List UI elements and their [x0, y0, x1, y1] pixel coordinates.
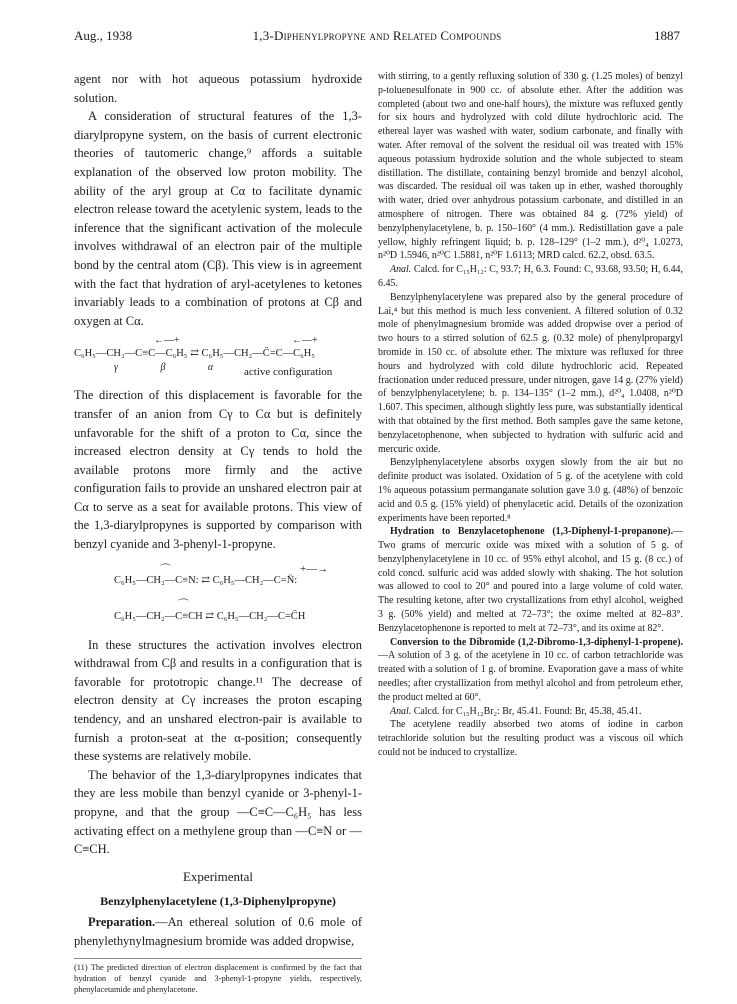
- paragraph-lead: Anal.: [390, 705, 412, 717]
- footnote: (11) The predicted direction of electron displacement is confirmed by the fact that hydration of benzyl cyanide and 3-phenyl-1-propyne yields, respectively, phenylacetamide and phenylacetone.: [74, 958, 362, 995]
- paragraph: agent nor with hot aqueous potassium hydroxide solution.: [74, 72, 362, 105]
- header-title: 1,3-Diphenylpropyne and Related Compounds: [252, 28, 502, 43]
- equation-position-labels: γ β α: [114, 362, 234, 374]
- paragraph: Benzylphenylacetylene was prepared also by the general procedure of Lai,⁴ but this method is much less convenient. A filtered solution of 0.32 mole of phenylmagnesium bromide was added dropwise over a period of two hours to a stirred solution of 62.5 g. (0.32 mole) of phenylpropargyl bromide in 150 cc. of absolute ether. The mixture was refluxed for three hours and hydrolyzed with cold dilute hydrochloric acid. Repeated fractionation under reduced pressure, under nitrogen, gave 14 g. (27% yield) of benzylphenylacetylene; b. p. 134–135° (1–2 mm.), d²⁰₄ 1.0408, n²⁰D 1.607. This specimen, although slightly less pure, was substantially identical with that obtained by the first method. Both samples gave the same ketone, benzylacetophenone, when subjected to hydration with sulfuric acid and mercuric oxide.: [378, 291, 683, 455]
- right-column: [378, 70, 683, 760]
- curved-arrow-icon: ⌒: [160, 563, 171, 576]
- paragraph-text: —An ethereal solution of 0.6 mole of phenylethynylmagnesium bromide was added dropwise,: [74, 914, 362, 948]
- curved-arrow-icon: ⌒: [178, 598, 189, 611]
- paragraph: [378, 263, 683, 291]
- paragraph-text: —A solution of 3 g. of the acetylene in 10 cc. of carbon tetrachloride was treated with a solution of 1 g. of bromine. Evaporation gave a mass of white needles; after crystallization from methyl alcohol and from petroleum ether, the product melted at 60°.: [378, 650, 683, 703]
- paragraph: In these structures the activation involves electron withdrawal from Cβ and results in a configuration that is favorable for prototropic change.¹¹ The decrease of electron density at Cγ increases the proton escaping tendency, and an unshared electron-pair is available to furnish a proton-seat at the α-position; consequently these systems are relatively mobile.: [74, 637, 362, 764]
- paragraph: A consideration of structural features of the 1,3-diarylpropyne system, on the basis of current electronic theories of tautomeric change,⁹ affords a suitable explanation of the observed low proton mobility. The ability of the aryl group at Cα to facilitate dynamic electron release toward the acetylenic system, leads to the inference that the significant activation of the molecule involves withdrawal of an electron pair of the multiple bond by the central atom (Cβ). This view is in agreement with the fact that hydration of aryl-acetylenes to ketones invariably leads to a combination of protons at Cβ and oxygen at Cα.: [74, 109, 362, 328]
- displacement-arrow-icon: ←—+: [292, 335, 318, 347]
- equation-formula: C₆H₅—CH₂—C≡C—C₆H₅ ⇄ C₆H₅—CH₂—C̈=C—C₆H₅: [74, 348, 316, 360]
- header-date: Aug., 1938: [74, 28, 133, 43]
- paragraph-text: Calcd. for C₁₅H₁₂Br₂: Br, 45.41. Found: Br, 45.38, 45.41.: [411, 705, 642, 717]
- paragraph: with stirring, to a gently refluxing solution of 330 g. (1.25 moles) of benzyl p-toluenesulfonate in 900 cc. of absolute ether. After the addition was completed (about two and one-half hours), the mixture was refluxed gently for six hours and hydrolyzed with cold dilute hydrochloric acid. The ethereal layer was washed with water, sodium carbonate, and finally with water. After removal of the solvent the residual oil was treated with 15% aqueous potassium hydroxide solution and the whole subjected to steam distillation. The distillate, containing benzyl bromide and benzyl alcohol, was discarded. The residual oil was taken up in ether, washed thoroughly with water, dried over anhydrous potassium carbonate, and distilled in an atmosphere of nitrogen. There was obtained 84 g. (72% yield) of benzylphenylacetylene, b. p. 150–160° (4 mm.). Redistillation gave a pale yellow, highly refringent liquid; b. p. 128–129° (1–2 mm.), d²⁰₄ 1.0273, n²⁰D 1.5946, n²⁰C 1.5881, n²⁰F 1.6113; MRD calcd. 62.2, obsd. 63.5.: [378, 71, 683, 262]
- equation-propyne-displacement: [74, 332, 362, 384]
- paragraph: The behavior of the 1,3-diarylpropynes indicates that they are less mobile than benzyl cyanide or 3-phenyl-1-propyne, and that the group —C≡C—C₆H₅ has less activating effect on a methylene group than —C≡N or —C≡CH.: [74, 767, 362, 857]
- subsection-heading: Benzylphenylacetylene (1,3-Diphenylpropyne): [100, 894, 336, 909]
- paragraph-text: —Two grams of mercuric oxide was mixed with a solution of 5 g. of benzylphenylacetylene in 10 cc. of 95% ethyl alcohol, and 15 g. (8 cc.) of cold concd. sulfuric acid was added slowly with shaking. The hot solution was allowed to cool to 20° and poured into a large volume of cold water. The resulting ketone, after two crystallizations from ethyl alcohol, weighed 3 g. (50% yield) and melted at 72–73°; the oxime melted at 82–83°. Benzylacetophenone is reported to melt at 72–73°, and its oxime at 82°.: [378, 526, 683, 634]
- displacement-arrow-icon: +—→: [300, 562, 329, 575]
- paragraph-lead: Preparation.: [88, 914, 156, 929]
- equation-comparison: [74, 560, 362, 630]
- paragraph: [378, 525, 683, 635]
- paragraph: [378, 705, 683, 719]
- paragraph: The direction of this displacement is favorable for the transfer of an anion from Cγ to Cα but is definitely unfavorable for the shift of a proton to Cα, since the increased electron density at Cγ tends to hold the available protons more firmly and the active configuration fails to provide an unshared electron pair at Cα to serve as a seat for available protons. This view of the 1,3-diarylpropynes is supported by comparison with benzyl cyanide and 3-phenyl-1-propyne.: [74, 388, 362, 552]
- displacement-arrow-icon: ←—+: [154, 335, 180, 347]
- equation-formula: C₆H₅—CH₂—C≡CH ⇄ C₆H₅—CH₂—C=C̈H: [114, 610, 306, 622]
- paragraph-text: Calcd. for C₁₅H₁₂: C, 93.7; H, 6.3. Found: C, 93.68, 93.50; H, 6.44, 6.45.: [378, 264, 683, 289]
- paragraph: Benzylphenylacetylene absorbs oxygen slowly from the air but no definite product was isolated. Oxidation of 5 g. of the acetylene with cold 1% aqueous potassium permanganate solution gave 3.0 g. (48%) of benzoic acid and 0.5 g. (15% yield) of phenylacetic acid. Details of the ozonization experiments have been reported.⁸: [378, 457, 683, 524]
- paragraph-lead: Anal.: [390, 264, 412, 276]
- paragraph: [378, 636, 683, 705]
- paragraph-lead: Conversion to the Dibromide (1,2-Dibromo-1,3-diphenyl-1-propene).: [390, 636, 683, 648]
- section-title: Experimental: [182, 868, 254, 884]
- header-page-number: 1887: [654, 28, 680, 43]
- paragraph: The acetylene readily absorbed two atoms of iodine in carbon tetrachloride solution but the resulting product was a viscous oil which could not be induced to crystallize.: [378, 719, 683, 759]
- displacement-arrows: [74, 332, 362, 346]
- paragraph-lead: Hydration to Benzylacetophenone (1,3-Diphenyl-1-propanone).: [390, 526, 674, 538]
- left-column: [74, 70, 362, 995]
- equation-caption: active configuration: [244, 366, 333, 379]
- paragraph: [74, 913, 362, 950]
- running-header: [74, 28, 680, 46]
- equation-formula: C₆H₅—CH₂—C≡N: ⇄ C₆H₅—CH₂—C=N̈:: [114, 574, 298, 586]
